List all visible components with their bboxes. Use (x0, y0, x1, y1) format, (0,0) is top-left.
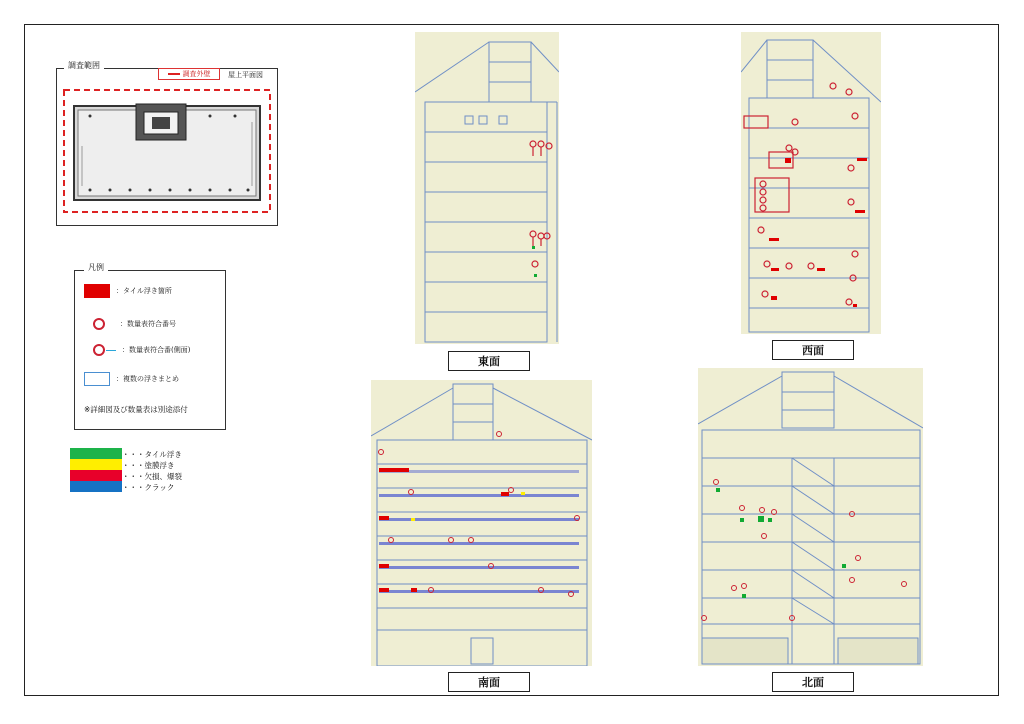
survey-wall-label: 調査外壁 (182, 70, 211, 78)
legend-note: ※詳細図及び数量表は別途添付 (84, 405, 188, 414)
west-elevation-label: 西面 (772, 340, 854, 360)
red-block-icon (84, 284, 110, 298)
color-key-red (70, 470, 122, 481)
west-elevation-drawing (741, 32, 881, 334)
east-elevation-label: 東面 (448, 351, 530, 371)
color-key-label: ・・・塗膜浮き (122, 461, 175, 470)
south-elevation-label: 南面 (448, 672, 530, 692)
color-key-label: ・・・タイル浮き (122, 450, 182, 459)
legend-label: ：複数の浮きまとめ (116, 375, 179, 383)
legend-row-symbol-side (84, 344, 190, 356)
legend-row-grouped (84, 372, 179, 386)
color-key-yellow (70, 459, 122, 470)
legend-title: 凡例 (84, 262, 108, 273)
color-key-green (70, 448, 122, 459)
south-elevation-drawing (371, 380, 592, 666)
survey-wall-legend (158, 68, 220, 80)
north-elevation-drawing (698, 368, 923, 666)
dashed-line-icon (168, 73, 180, 75)
legend-label: ：数量表符合番号 (120, 320, 176, 328)
legend-label: ：数量表符合番(側面) (122, 346, 191, 354)
color-key-label: ・・・欠損、爆裂 (122, 472, 182, 481)
legend-row-symbol-number (84, 318, 176, 330)
north-elevation-label: 北面 (772, 672, 854, 692)
circle-arrow-icon (93, 344, 116, 356)
legend-row-tile-lifting (84, 284, 172, 298)
legend-label: ：タイル浮き箇所 (116, 287, 172, 295)
color-key-blue (70, 481, 122, 492)
color-key-label: ・・・クラック (122, 483, 175, 492)
rectangle-icon (84, 372, 110, 386)
east-elevation-drawing (415, 32, 559, 344)
roof-plan-image (60, 86, 274, 218)
roof-plan-label: 屋上平面図 (228, 71, 263, 79)
circle-icon (93, 318, 105, 330)
survey-range-title: 調査範囲 (64, 60, 104, 71)
